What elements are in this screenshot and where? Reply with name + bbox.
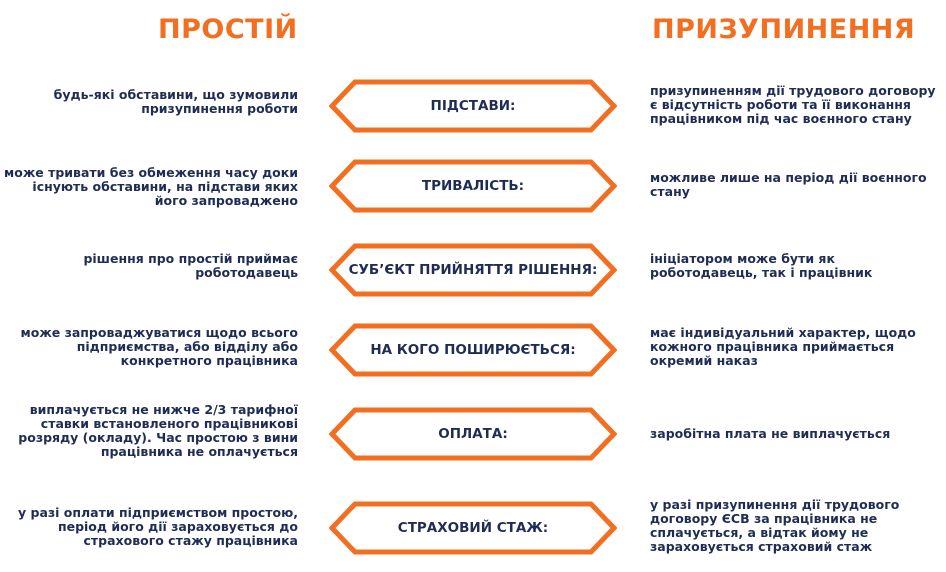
right-text-pidstavy: призупиненням дії трудового договору є відсутність роботи та її виконання працівником під час воєнного стану xyxy=(650,83,936,126)
comparison-row-strakhovyi-stazh xyxy=(0,498,946,558)
category-label-oplata: ОПЛАТА: xyxy=(438,426,508,442)
title-prostii: ПРОСТІЙ xyxy=(158,14,298,45)
category-label-na-koho: НА КОГО ПОШИРЮЄТЬСЯ: xyxy=(370,342,576,358)
left-text-tryvalist: може тривати без обмеження часу доки існують обставини, на підстави яких його запроваджено xyxy=(4,165,298,208)
category-label-subiekt: СУБ’ЄКТ ПРИЙНЯТТЯ РІШЕННЯ: xyxy=(348,262,598,278)
right-text-oplata: заробітна плата не виплачується xyxy=(650,426,891,441)
category-hexagon-subiekt xyxy=(329,243,617,297)
category-label-strakhovyi-stazh: СТРАХОВИЙ СТАЖ: xyxy=(397,520,549,536)
comparison-row-subiekt xyxy=(0,240,946,300)
category-hexagon-strakhovyi-stazh xyxy=(329,501,617,555)
category-hexagon-na-koho xyxy=(329,323,617,377)
left-text-strakhovyi-stazh: у разі оплати підприємством простою, період його дії зараховується до страхового стажу працівника xyxy=(18,505,298,548)
left-text-subiekt: рішення про простій приймає роботодавець xyxy=(83,251,298,280)
right-text-na-koho: має індивідуальний характер, щодо кожного працівника приймається окремий наказ xyxy=(650,325,916,368)
category-label-tryvalist: ТРИВАЛІСТЬ: xyxy=(421,178,525,194)
category-hexagon-oplata xyxy=(329,407,617,461)
category-label-pidstavy: ПІДСТАВИ: xyxy=(430,98,516,114)
comparison-row-tryvalist xyxy=(0,156,946,216)
title-pryzupynennia: ПРИЗУПИНЕННЯ xyxy=(652,14,916,45)
category-hexagon-tryvalist xyxy=(329,159,617,213)
comparison-row-pidstavy xyxy=(0,76,946,136)
comparison-row-oplata xyxy=(0,404,946,464)
left-text-pidstavy: будь-які обставини, що зумовили призупинення роботи xyxy=(53,87,298,116)
right-text-subiekt: ініціатором може бути як роботодавець, так і працівник xyxy=(650,251,873,280)
category-hexagon-pidstavy xyxy=(329,79,617,133)
left-text-na-koho: може запроваджуватися щодо всього підприємства, або відділу або конкретного працівника xyxy=(20,325,298,368)
right-text-tryvalist: можливе лише на період дії воєнного стану xyxy=(650,170,927,199)
left-text-oplata: виплачується не нижче 2/3 тарифної ставки встановленого працівникові розряду (окладу). Час простою з вини працівника не оплачується xyxy=(18,402,298,459)
comparison-row-na-koho xyxy=(0,320,946,380)
right-text-strakhovyi-stazh: у разі призупинення дії трудового договору ЄСВ за працівника не сплачується, а відтак йому не зараховується страховий стаж xyxy=(650,497,900,554)
